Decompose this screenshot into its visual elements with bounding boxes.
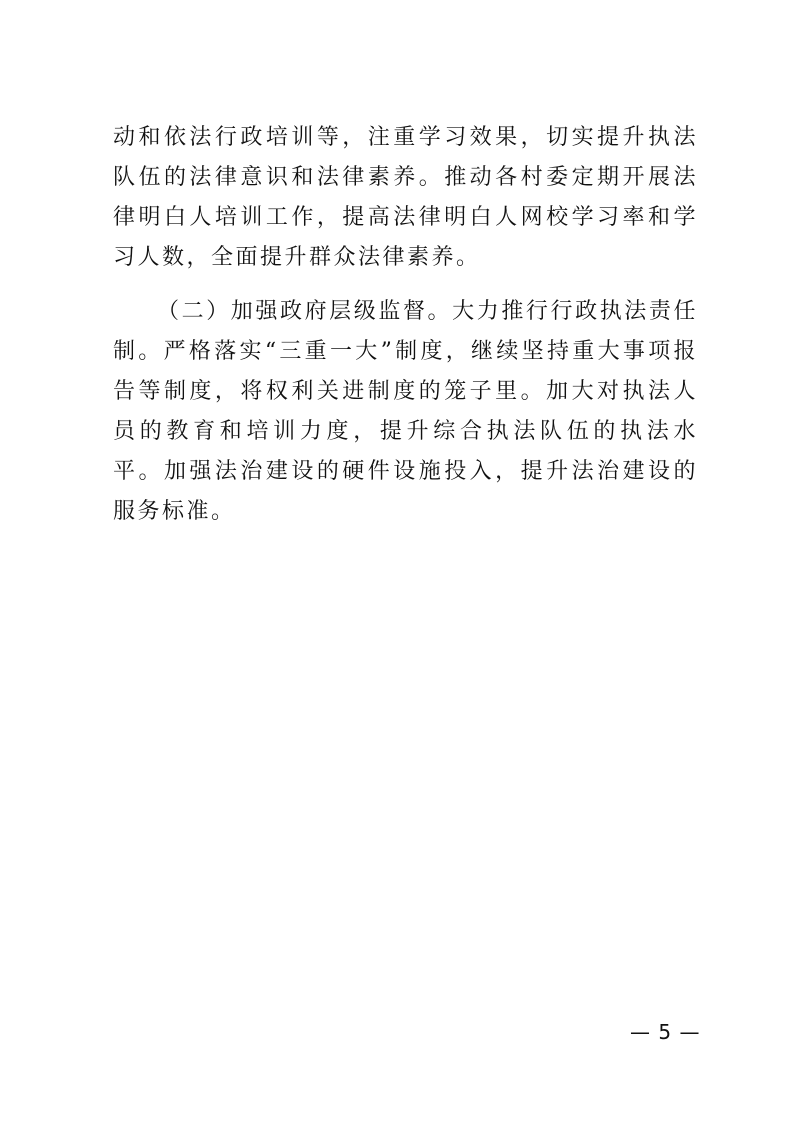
paragraph-continuation: 动和依法行政培训等，注重学习效果，切实提升执法队伍的法律意识和法律素养。推动各村委定期开展法律明白人培训工作，提高法律明白人网校学习率和学习人数，全面提升群众法律素养。 xyxy=(113,125,698,270)
page-number: — 5 — xyxy=(630,1020,701,1044)
document-body xyxy=(113,118,698,532)
paragraph-government-supervision: （二）加强政府层级监督。大力推行行政执法责任制。严格落实“三重一大”制度，继续坚持重大事项报告等制度，将权利关进制度的笼子里。加大对执法人员的教育和培训力度，提升综合执法队伍的执法水平。加强法治建设的硬件设施投入，提升法治建设的服务标准。 xyxy=(113,299,698,524)
